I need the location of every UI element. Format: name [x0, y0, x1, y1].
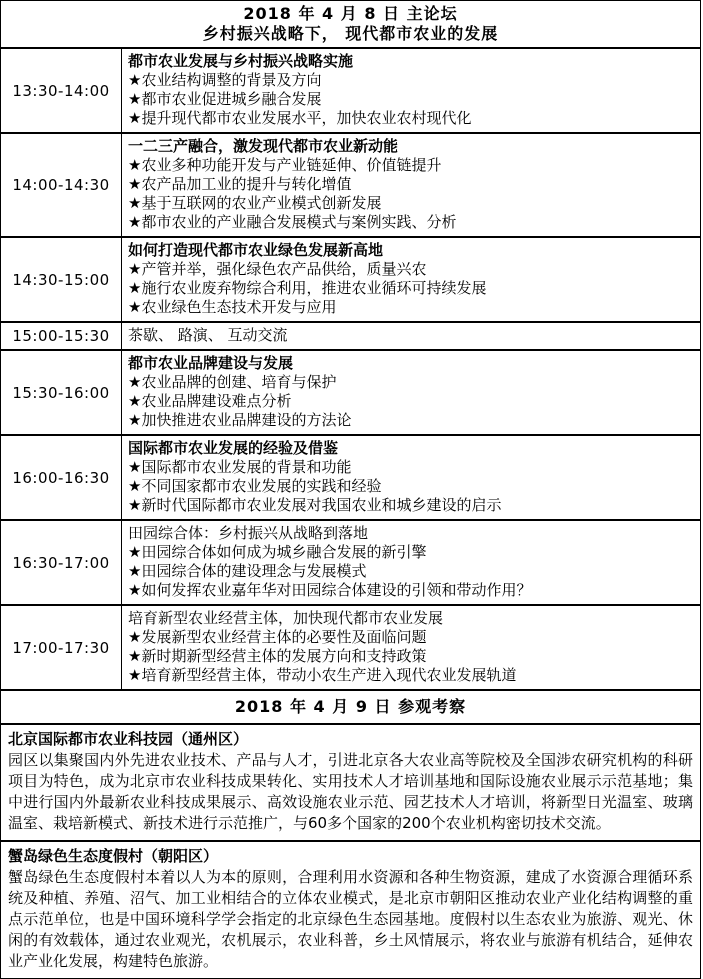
- session-bullet-text: 农业品牌建设难点分析: [141, 392, 292, 410]
- star-bullet-icon: ★: [128, 71, 142, 89]
- star-bullet-icon: ★: [128, 543, 142, 561]
- session-time: 14:00-14:30: [1, 134, 122, 236]
- session-bullet-line: [128, 458, 694, 477]
- session-bullet-text: 农业品牌的创建、培育与保护: [141, 373, 337, 391]
- session-content: [122, 134, 700, 236]
- star-bullet-icon: ★: [128, 562, 142, 580]
- star-bullet-icon: ★: [128, 279, 142, 297]
- day1-header: [1, 1, 700, 47]
- star-bullet-icon: ★: [128, 581, 142, 599]
- star-bullet-icon: ★: [128, 628, 142, 646]
- session-time: 14:30-15:00: [1, 238, 122, 321]
- session-content: [122, 606, 700, 689]
- session-bullet-text: 如何发挥农业嘉年华对田园综合体建设的引领和带动作用？: [141, 581, 532, 599]
- star-bullet-icon: ★: [128, 194, 142, 212]
- session-bullet-line: [128, 666, 694, 685]
- session-bullet-line: [128, 90, 694, 109]
- session-title: 一二三产融合，激发现代都市农业新动能: [128, 137, 399, 155]
- session-bullet-text: 都市农业促进城乡融合发展: [141, 90, 322, 108]
- session-row: [1, 47, 700, 132]
- session-bullet-line: [128, 175, 694, 194]
- star-bullet-icon: ★: [128, 109, 142, 127]
- session-bullet-line: [128, 411, 694, 430]
- session-bullet-line: [128, 260, 694, 279]
- session-bullet-line: [128, 156, 694, 175]
- visits-section: [1, 723, 700, 978]
- session-content: [122, 351, 700, 434]
- session-row: [1, 349, 700, 434]
- star-bullet-icon: ★: [128, 392, 142, 410]
- star-bullet-icon: ★: [128, 260, 142, 278]
- session-bullet-text: 产管并举，强化绿色农产品供给，质量兴农: [141, 260, 427, 278]
- day1-date-line: 2018 年 4 月 8 日 主论坛: [243, 4, 458, 23]
- star-bullet-icon: ★: [128, 411, 142, 429]
- visit-body: 园区以集聚国内外先进农业技术、产品与人才，引进北京各大农业高等院校及全国涉农研究机构的科研项目为特色，成为北京市农业科技成果转化、实用技术人才培训基地和国际设施农业展示示范基地；集中进行国内外最新农业科技成果展示、高效设施农业示范、园艺技术人才培训，将新型日光温室、玻璃温室、栽培新模式、新技术进行示范推广，与60多个国家的200个农业机构密切技术交流。: [8, 751, 693, 832]
- session-content: [122, 238, 700, 321]
- session-bullet-line: [128, 298, 694, 317]
- session-bullet-line: [128, 373, 694, 392]
- session-bullet-line: [128, 279, 694, 298]
- session-bullet-text: 田园综合体如何成为城乡融合发展的新引擎: [141, 543, 427, 561]
- session-time: 16:30-17:00: [1, 521, 122, 604]
- session-content: [122, 436, 700, 519]
- session-row: [1, 434, 700, 519]
- session-title: 田园综合体：乡村振兴从战略到落地: [128, 524, 369, 542]
- session-title: 国际都市农业发展的经验及借鉴: [128, 439, 339, 457]
- star-bullet-icon: ★: [128, 213, 142, 231]
- session-bullet-text: 新时期新型经营主体的发展方向和支持政策: [141, 647, 427, 665]
- session-title: 都市农业发展与乡村振兴战略实施: [128, 52, 354, 70]
- session-bullet-line: [128, 213, 694, 232]
- session-bullet-line: [128, 194, 694, 213]
- session-bullet-line: [128, 647, 694, 666]
- session-row: [1, 519, 700, 604]
- star-bullet-icon: ★: [128, 175, 142, 193]
- session-bullet-text: 国际都市农业发展的背景和功能: [141, 458, 352, 476]
- star-bullet-icon: ★: [128, 477, 142, 495]
- session-title: 如何打造现代都市农业绿色发展新高地: [128, 241, 384, 259]
- visit-body: 蟹岛绿色生态度假村本着以人为本的原则，合理利用水资源和各种生物资源，建成了水资源合理循环系统及种植、养殖、沼气、加工业相结合的立体农业模式，是北京市朝阳区推动农业产业化结构调整的重点示范单位，也是中国环境科学学会指定的北京绿色生态园基地。度假村以生态农业为旅游、观光、休闲的有效载体，通过农业观光，农机展示，农业科普，乡土风情展示，将农业与旅游有机结合，延伸农业产业化发展，构建特色旅游。: [8, 868, 693, 970]
- visit-title: 蟹岛绿色生态度假村（朝阳区）: [8, 847, 219, 865]
- day2-header: 2018 年 4 月 9 日 参观考察: [1, 689, 700, 723]
- session-row: [1, 236, 700, 321]
- session-bullet-line: [128, 109, 694, 128]
- star-bullet-icon: ★: [128, 647, 142, 665]
- session-bullet-line: [128, 496, 694, 515]
- star-bullet-icon: ★: [128, 298, 142, 316]
- star-bullet-icon: ★: [128, 666, 142, 684]
- session-title: 培育新型农业经营主体，加快现代都市农业发展: [128, 609, 444, 627]
- session-time: 16:00-16:30: [1, 436, 122, 519]
- session-bullet-text: 基于互联网的农业产业模式创新发展: [141, 194, 382, 212]
- visit-block: [1, 840, 700, 978]
- session-title: 茶歇、 路演、 互动交流: [128, 326, 288, 344]
- star-bullet-icon: ★: [128, 496, 142, 514]
- session-content: [122, 521, 700, 604]
- session-content: [122, 323, 700, 349]
- session-time: 15:30-16:00: [1, 351, 122, 434]
- session-bullet-text: 新时代国际都市农业发展对我国农业和城乡建设的启示: [141, 496, 502, 514]
- star-bullet-icon: ★: [128, 458, 142, 476]
- session-row: [1, 132, 700, 236]
- session-bullet-line: [128, 392, 694, 411]
- session-bullet-line: [128, 543, 694, 562]
- session-bullet-line: [128, 581, 694, 600]
- session-time: 17:00-17:30: [1, 606, 122, 689]
- session-bullet-text: 田园综合体的建设理念与发展模式: [141, 562, 367, 580]
- session-bullet-text: 农业绿色生态技术开发与应用: [141, 298, 337, 316]
- session-bullet-text: 提升现代都市农业发展水平，加快农业农村现代化: [141, 109, 472, 127]
- star-bullet-icon: ★: [128, 373, 142, 391]
- session-time: 13:30-14:00: [1, 49, 122, 132]
- session-bullet-text: 施行农业废弃物综合利用，推进农业循环可持续发展: [141, 279, 487, 297]
- session-title: 都市农业品牌建设与发展: [128, 354, 294, 372]
- session-bullet-text: 农业多种功能开发与产业链延伸、价值链提升: [141, 156, 442, 174]
- sessions-table: [1, 47, 700, 689]
- session-time: 15:00-15:30: [1, 323, 122, 349]
- session-bullet-text: 农业结构调整的背景及方向: [141, 71, 322, 89]
- session-bullet-text: 加快推进农业品牌建设的方法论: [141, 411, 352, 429]
- star-bullet-icon: ★: [128, 90, 142, 108]
- session-row: [1, 321, 700, 349]
- day1-theme-line: 乡村振兴战略下， 现代都市农业的发展: [202, 24, 499, 43]
- session-bullet-text: 都市农业的产业融合发展模式与案例实践、分析: [141, 213, 457, 231]
- session-bullet-line: [128, 477, 694, 496]
- session-bullet-line: [128, 562, 694, 581]
- session-bullet-text: 不同国家都市农业发展的实践和经验: [141, 477, 382, 495]
- session-content: [122, 49, 700, 132]
- star-bullet-icon: ★: [128, 156, 142, 174]
- visit-title: 北京国际都市农业科技园（通州区）: [8, 730, 249, 748]
- session-bullet-text: 发展新型农业经营主体的必要性及面临问题: [141, 628, 427, 646]
- session-bullet-line: [128, 628, 694, 647]
- session-row: [1, 604, 700, 689]
- visit-block: [1, 723, 700, 840]
- session-bullet-text: 农产品加工业的提升与转化增值: [141, 175, 352, 193]
- session-bullet-text: 培育新型经营主体，带动小农生产进入现代农业发展轨道: [141, 666, 517, 684]
- session-bullet-line: [128, 71, 694, 90]
